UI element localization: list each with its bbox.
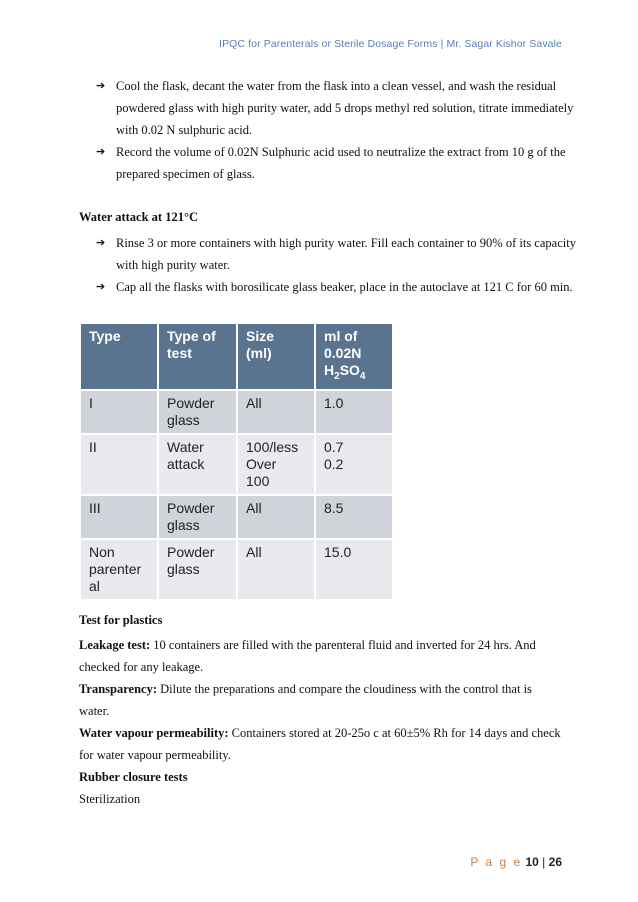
table-cell: II xyxy=(81,435,157,494)
bullet-list-water-attack xyxy=(96,232,576,298)
table-cell: All xyxy=(238,540,314,599)
page-separator: | xyxy=(542,855,546,869)
table-cell: III xyxy=(81,496,157,538)
table-cell: 100/less Over 100 xyxy=(238,435,314,494)
list-item: ➔ Cool the flask, decant the water from the flask into a clean vessel, and wash the residual powdered glass with high purity water, add 5 drops methyl red solution, titrate immediately with 0.02 N sulphuric acid. xyxy=(96,75,576,141)
table-cell: 1.0 xyxy=(316,391,392,433)
table-cell: All xyxy=(238,496,314,538)
table-header-cell: Type xyxy=(81,324,157,389)
transparency-paragraph: Transparency: Dilute the preparations and compare the cloudiness with the control that is water. xyxy=(79,682,532,718)
list-item: ➔ Record the volume of 0.02N Sulphuric acid used to neutralize the extract from 10 g of the prepared specimen of glass. xyxy=(96,141,576,185)
table-row xyxy=(81,435,392,494)
table-cell: All xyxy=(238,391,314,433)
table-cell: Powder glass xyxy=(159,496,236,538)
section-title-plastics: Test for plastics xyxy=(79,613,163,627)
table-cell: 0.7 0.2 xyxy=(316,435,392,494)
page-footer xyxy=(470,855,562,869)
table-cell: Non parenter al xyxy=(81,540,157,599)
table-header-cell: ml of 0.02N $H_2SO_4$ xyxy=(316,324,392,389)
section-title-water-attack: Water attack at 121°C xyxy=(79,210,198,224)
arrow-bullet-icon: ➔ xyxy=(96,237,106,249)
table-cell: Powder glass xyxy=(159,391,236,433)
table-header-row xyxy=(81,324,392,389)
sterilization-text: Sterilization xyxy=(79,792,141,806)
total-pages: 26 xyxy=(548,855,562,869)
arrow-bullet-icon: ➔ xyxy=(96,281,106,293)
glass-test-table xyxy=(79,322,394,601)
water-vapour-paragraph: Water vapour permeability: Containers stored at 20-25o c at 60±5% Rh for 14 days and check for water vapour permeability. xyxy=(79,726,561,762)
table-row xyxy=(81,391,392,433)
table-cell: 15.0 xyxy=(316,540,392,599)
arrow-bullet-icon: ➔ xyxy=(96,80,106,92)
table-row xyxy=(81,540,392,599)
table-cell: 8.5 xyxy=(316,496,392,538)
page-header: IPQC for Parenterals or Sterile Dosage Forms | Mr. Sagar Kishor Savale xyxy=(219,38,562,50)
page-label: P a g e xyxy=(470,855,523,869)
leakage-test-paragraph: Leakage test: 10 containers are filled with the parenteral fluid and inverted for 24 hrs. And checked for any leakage. xyxy=(79,638,536,674)
table-header-cell: Size (ml) xyxy=(238,324,314,389)
arrow-bullet-icon: ➔ xyxy=(96,146,106,158)
table-cell: Powder glass xyxy=(159,540,236,599)
table-cell: Water attack xyxy=(159,435,236,494)
page-number: 10 xyxy=(525,855,539,869)
section-title-rubber: Rubber closure tests xyxy=(79,770,188,784)
table-header-cell: Type of test xyxy=(159,324,236,389)
list-item: ➔ Rinse 3 or more containers with high purity water. Fill each container to 90% of its capacity with high purity water. xyxy=(96,232,576,276)
table-row xyxy=(81,496,392,538)
bullet-list-top xyxy=(96,75,576,185)
list-item: ➔ Cap all the flasks with borosilicate glass beaker, place in the autoclave at 121 C for 60 min. xyxy=(96,276,576,298)
table-cell: I xyxy=(81,391,157,433)
